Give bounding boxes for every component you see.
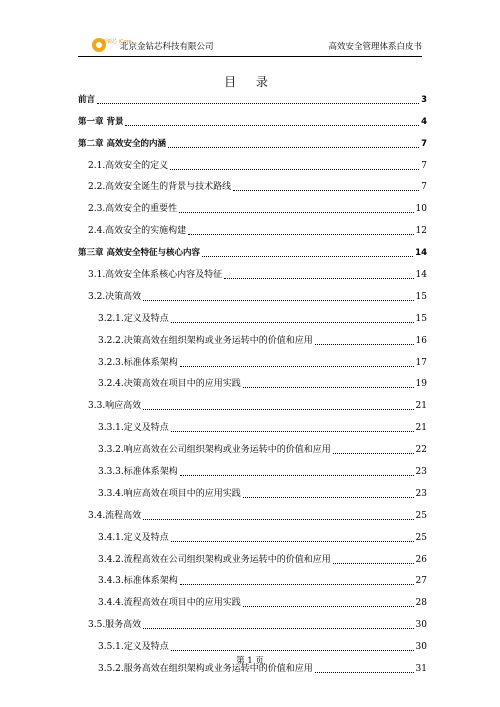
toc-entry-page: 22 [415,445,427,456]
dot-leader [180,584,414,585]
toc-entry[interactable] [78,525,427,547]
dot-leader [243,387,414,388]
toc-entry-label: 第一章 背景 [78,116,124,127]
dot-leader [171,322,414,323]
dot-leader [233,190,419,191]
toc-entry-page: 7 [421,182,427,193]
toc-entry-page: 10 [415,204,427,215]
toc-entry[interactable] [78,634,427,656]
toc-entry-page: 16 [415,335,427,346]
toc-entry[interactable] [78,590,427,612]
dot-leader [171,541,414,542]
toc-entry-label: 2.3.高效安全的重要性 [88,204,178,215]
toc-entry[interactable] [78,328,427,350]
toc-entry[interactable] [78,131,427,153]
toc-entry-page: 30 [415,620,427,631]
toc-entry-page: 12 [415,226,427,237]
toc-entry-page: 7 [421,138,427,149]
document-title: 高效安全管理体系白皮书 [328,42,422,52]
dot-leader [315,672,414,673]
toc-entry-label: 3.2.1.定义及特点 [98,313,169,324]
toc-entry[interactable] [78,175,427,197]
toc-entry[interactable] [78,350,427,372]
logo-text: 新锐芯 iCore [102,39,132,45]
dot-leader [333,563,414,564]
toc-entry-label: 3.4.3.标准体系架构 [98,576,178,587]
toc-entry-page: 19 [415,379,427,390]
toc-entry[interactable] [78,393,427,415]
toc-entry-label: 3.4.1.定义及特点 [98,532,169,543]
table-of-contents [78,87,427,678]
toc-entry[interactable] [78,153,427,175]
toc-entry-label: 前言 [78,94,96,105]
toc-entry-page: 31 [415,664,427,675]
toc-entry-label: 3.3.响应高效 [88,401,142,412]
toc-entry[interactable] [78,372,427,394]
dot-leader [243,606,414,607]
toc-entry-label: 3.3.2.响应高效在公司组织架构或业务运转中的价值和应用 [98,445,331,456]
toc-entry[interactable] [78,196,427,218]
toc-entry-page: 21 [415,423,427,434]
toc-entry-label: 2.1.高效安全的定义 [88,160,169,171]
dot-leader [143,300,413,301]
toc-entry-label: 3.2.4.决策高效在项目中的应用实践 [98,379,241,390]
toc-entry-label: 3.3.1.定义及特点 [98,423,169,434]
dot-leader [180,475,414,476]
dot-leader [143,519,413,520]
toc-entry-label: 第三章 高效安全特征与核心内容 [78,248,200,259]
toc-entry-page: 17 [415,357,427,368]
dot-leader [97,103,419,104]
page-header [78,38,422,57]
toc-entry-page: 26 [415,554,427,565]
company-logo-icon [92,38,132,52]
dot-leader [143,628,413,629]
toc-entry-label: 3.2.3.标准体系架构 [98,357,178,368]
dot-leader [168,147,419,148]
toc-entry-label: 3.5.2.服务高效在组织架构或业务运转中的价值和应用 [98,664,313,675]
toc-entry-label: 3.3.4.响应高效在项目中的应用实践 [98,488,241,499]
toc-heading: 目 录 [224,75,276,89]
toc-entry-label: 3.4.4.流程高效在项目中的应用实践 [98,598,241,609]
dot-leader [180,366,414,367]
company-name: 北京金钻芯科技有限公司 [120,42,214,52]
dot-leader [171,650,414,651]
toc-entry-page: 3 [421,94,427,105]
dot-leader [171,431,414,432]
toc-entry[interactable] [78,262,427,284]
toc-entry-page: 28 [415,598,427,609]
toc-entry-page: 25 [415,510,427,521]
dot-leader [143,409,413,410]
toc-entry[interactable] [78,240,427,262]
toc-entry[interactable] [78,415,427,437]
toc-entry-label: 3.4.流程高效 [88,510,142,521]
dot-leader [170,169,419,170]
dot-leader [125,125,419,126]
toc-entry-label: 3.5.服务高效 [88,620,142,631]
toc-entry-page: 21 [415,401,427,412]
toc-entry-label: 第二章 高效安全的内涵 [78,138,166,149]
toc-entry-label: 3.2.2.决策高效在组织架构或业务运转中的价值和应用 [98,335,313,346]
toc-entry[interactable] [78,547,427,569]
dot-leader [188,234,413,235]
dot-leader [202,256,413,257]
toc-entry-page: 30 [415,642,427,653]
toc-entry[interactable] [78,109,427,131]
toc-entry[interactable] [78,218,427,240]
toc-entry-label: 2.4.高效安全的实施构建 [88,226,187,237]
dot-leader [333,453,414,454]
toc-entry-page: 25 [415,532,427,543]
dot-leader [179,212,413,213]
toc-entry-page: 15 [415,313,427,324]
toc-entry-page: 23 [415,467,427,478]
toc-entry-label: 2.2.高效安全诞生的背景与技术路线 [88,182,232,193]
dot-leader [224,278,413,279]
toc-entry-page: 7 [421,160,427,171]
toc-entry-page: 23 [415,488,427,499]
toc-entry-page: 14 [415,248,427,259]
toc-entry[interactable] [78,87,427,109]
toc-entry-page: 4 [421,116,427,127]
toc-entry[interactable] [78,503,427,525]
toc-entry-page: 14 [415,270,427,281]
toc-entry-label: 3.3.3.标准体系架构 [98,467,178,478]
toc-entry-page: 15 [415,291,427,302]
dot-leader [315,344,414,345]
toc-entry-page: 27 [415,576,427,587]
toc-entry[interactable] [78,306,427,328]
toc-entry[interactable] [78,481,427,503]
page-number: 第 1 页 [236,656,264,666]
toc-entry-label: 3.5.1.定义及特点 [98,642,169,653]
toc-entry[interactable] [78,612,427,634]
toc-entry[interactable] [78,569,427,591]
toc-entry[interactable] [78,459,427,481]
toc-entry-label: 3.2.决策高效 [88,291,142,302]
toc-entry[interactable] [78,437,427,459]
dot-leader [243,497,414,498]
toc-entry[interactable] [78,284,427,306]
toc-entry-label: 3.4.2.流程高效在公司组织架构或业务运转中的价值和应用 [98,554,331,565]
toc-entry-label: 3.1.高效安全体系核心内容及特征 [88,270,223,281]
